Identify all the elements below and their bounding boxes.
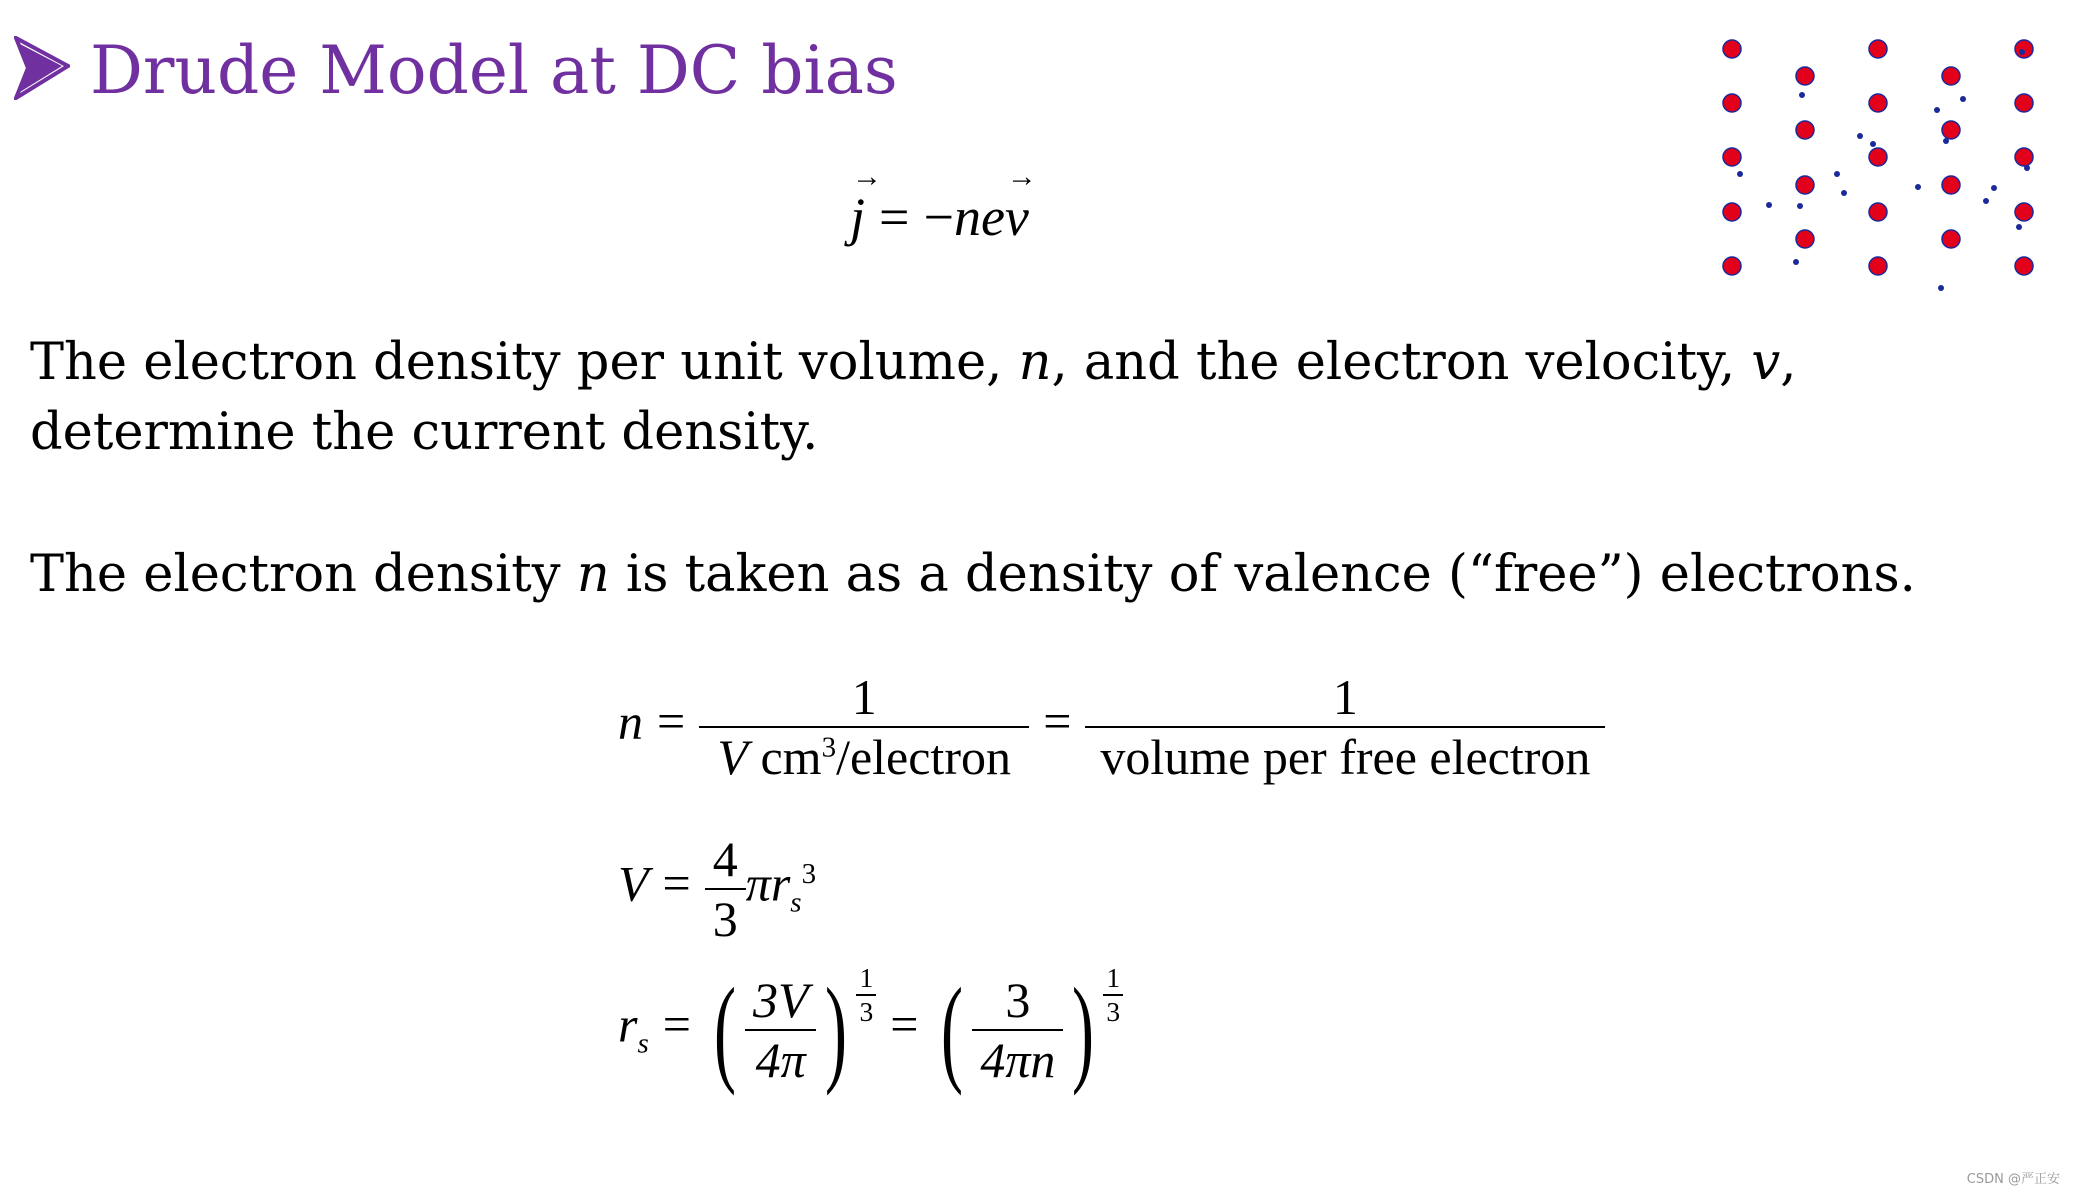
ion-core [1796, 67, 1814, 85]
ion-core [1796, 176, 1814, 194]
r-symbol: r [618, 996, 638, 1053]
ion-core [2015, 203, 2033, 221]
free-electron [1960, 96, 1966, 102]
density-symbol-n: n [953, 187, 981, 247]
denominator: 3 [1106, 995, 1121, 1027]
slide-title: Drude Model at DC bias [90, 32, 898, 109]
numerator: 4 [712, 831, 738, 887]
current-density-vector-j: → j [850, 186, 865, 248]
free-electron [1983, 198, 1989, 204]
ion-core [1869, 40, 1887, 58]
ion-core [1723, 148, 1741, 166]
ion-core [1869, 148, 1887, 166]
free-electron [1857, 133, 1863, 139]
fraction-one-third [856, 962, 876, 1028]
free-electron [1799, 92, 1805, 98]
free-electron [1841, 190, 1847, 196]
fraction-per-volume [699, 668, 1029, 786]
right-paren: ) [825, 963, 848, 1096]
free-electron [1793, 259, 1799, 265]
free-electron [1766, 202, 1772, 208]
ion-core [1723, 40, 1741, 58]
ion-core [1869, 257, 1887, 275]
p2-text-b: is taken as a density of valence (“free”) electrons. [609, 545, 1916, 604]
denominator: 4π [755, 1032, 806, 1088]
numerator: 1 [851, 669, 877, 725]
right-paren: ) [1072, 963, 1095, 1096]
wigner-seitz-radius-equation [618, 962, 1123, 1096]
left-paren: ( [941, 963, 964, 1096]
free-electron [1915, 184, 1921, 190]
ion-core [2015, 148, 2033, 166]
fraction-four-thirds [705, 830, 746, 948]
equals-sign: = [657, 693, 686, 750]
p1-variable-v: v [1751, 333, 1781, 392]
fraction-per-free-electron [1085, 668, 1605, 786]
equals-sign: = [662, 996, 691, 1053]
ion-core [1723, 94, 1741, 112]
p1-text-line2: determine the current density. [30, 403, 819, 462]
ion-core [1869, 203, 1887, 221]
current-density-equation [850, 186, 1029, 248]
p1-text-c: , [1780, 333, 1797, 392]
subscript-s: s [790, 886, 802, 919]
denominator: 3 [712, 891, 738, 947]
fraction-3v-over-4pi [745, 971, 817, 1089]
denominator: 3 [859, 995, 874, 1027]
ion-core [1869, 94, 1887, 112]
free-electron [2016, 224, 2022, 230]
free-electron [1797, 203, 1803, 209]
free-electron [1870, 141, 1876, 147]
p2-text-a: The electron density [30, 545, 577, 604]
minus-sign: − [923, 187, 954, 247]
denominator: volume per free electron [1100, 729, 1591, 785]
free-electron [1737, 171, 1743, 177]
numerator: 3 [1005, 972, 1031, 1028]
ion-core [1723, 257, 1741, 275]
free-electron [2019, 49, 2025, 55]
subscript-s: s [637, 1027, 649, 1060]
ion-core [1942, 230, 1960, 248]
v-symbol: V [618, 855, 649, 912]
fraction-3-over-4pin [972, 971, 1063, 1089]
paragraph-current-density [30, 328, 1796, 468]
paragraph-valence-electrons [30, 540, 1916, 610]
ion-core [1942, 121, 1960, 139]
ion-core [2015, 40, 2033, 58]
p2-variable-n: n [576, 545, 610, 604]
numerator: 1 [1332, 669, 1358, 725]
fraction-one-third [1103, 962, 1123, 1028]
ion-core [1723, 203, 1741, 221]
denominator: 4πn [980, 1032, 1056, 1088]
equals-sign: = [879, 187, 910, 247]
equals-sign: = [662, 855, 691, 912]
exponent-one-third [856, 962, 876, 1027]
ion-core [1796, 121, 1814, 139]
arrowhead-bullet-icon [14, 36, 70, 100]
electron-density-equation [618, 668, 1605, 786]
p1-variable-n: n [1018, 333, 1052, 392]
p1-text-a: The electron density per unit volume, [30, 333, 1019, 392]
free-electron [1834, 171, 1840, 177]
free-electrons [1737, 49, 2030, 291]
free-electron [1991, 185, 1997, 191]
equals-sign: = [1043, 693, 1072, 750]
v-symbol: V [717, 729, 748, 785]
unit-cm: cm [747, 729, 822, 785]
free-electron [1934, 107, 1940, 113]
numerator: 3V [752, 972, 809, 1028]
equals-sign: = [890, 996, 919, 1053]
ion-core [1942, 67, 1960, 85]
p1-text-b: , and the electron velocity, [1051, 333, 1752, 392]
ion-cores [1723, 40, 2033, 275]
left-paren: ( [713, 963, 736, 1096]
ion-core [1796, 230, 1814, 248]
r-symbol: r [770, 855, 791, 912]
numerator: 1 [1106, 962, 1121, 993]
free-electron [1943, 138, 1949, 144]
n-symbol: n [618, 693, 643, 750]
ion-core [2015, 94, 2033, 112]
exponent: 3 [821, 731, 837, 764]
volume-equation [618, 830, 816, 948]
lattice-illustration [1700, 30, 2040, 310]
numerator: 1 [859, 962, 874, 993]
charge-symbol-e: e [980, 187, 1005, 247]
exponent: 3 [801, 857, 817, 890]
free-electron [1938, 285, 1944, 291]
unit-per-electron: /electron [836, 729, 1011, 785]
ion-core [2015, 257, 2033, 275]
pi-symbol: π [745, 855, 771, 912]
exponent-one-third [1103, 962, 1123, 1027]
watermark: CSDN @严正安 [1966, 1172, 2060, 1187]
free-electron [2024, 165, 2030, 171]
ion-core [1942, 176, 1960, 194]
velocity-vector-v: → v [1005, 186, 1029, 248]
denominator [709, 728, 1019, 786]
